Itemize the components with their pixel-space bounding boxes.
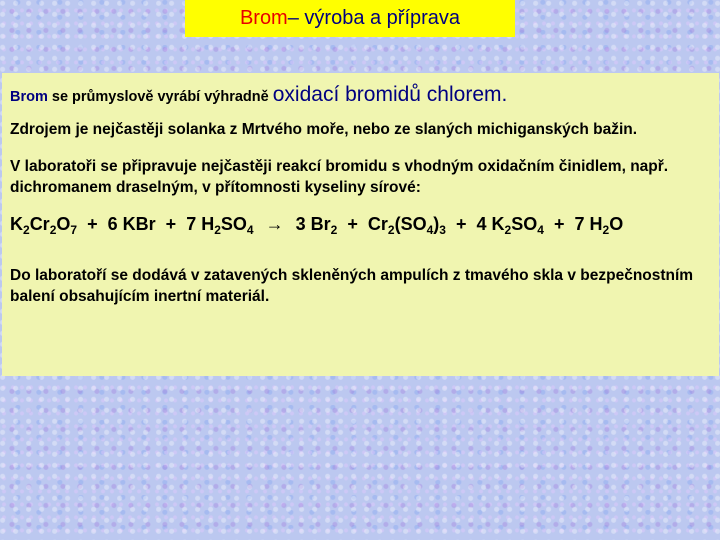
chemical-equation <box>10 214 711 235</box>
eq-o: O <box>56 214 71 234</box>
eq-kbr: 6 KBr <box>107 214 156 234</box>
eq-h2so4: 7 H <box>186 214 215 234</box>
eq-k: K <box>10 214 23 234</box>
eq-cr: Cr <box>29 214 50 234</box>
eq-h2o-sub: 2 <box>602 223 610 237</box>
intro-text: se průmyslově vyrábí výhradně <box>47 89 273 105</box>
eq-plus-5: + <box>553 214 565 234</box>
intro-end: . <box>501 83 508 106</box>
eq-k2so4-sub: 2 <box>504 223 512 237</box>
paragraph-source: Zdrojem je nejčastěji solanka z Mrtvého moře, nebo ze slaných michiganských bažin. <box>10 121 638 138</box>
eq-plus-1: + <box>87 214 98 234</box>
eq-plus-4: + <box>456 214 467 234</box>
eq-so4: (SO <box>394 214 427 234</box>
content-panel <box>2 73 719 376</box>
title-rest: – výroba a příprava <box>287 7 461 29</box>
eq-o-sub: 7 <box>70 223 78 237</box>
eq-cr2: Cr <box>367 214 388 234</box>
eq-so4-sub2: 3 <box>439 223 446 237</box>
eq-br2-sub: 2 <box>330 223 338 237</box>
paragraph-supply: Do laboratoří se dodává v zatavených skleněných ampulích z tmavého skla v bezpečnostním balení obsahujícím inertní materiál. <box>10 267 694 305</box>
eq-k2so4-sub2: 4 <box>537 223 544 237</box>
slide-title <box>185 0 515 37</box>
eq-h2so4-sub: 2 <box>214 223 221 237</box>
intro-highlight: oxidací bromidů chlorem <box>272 83 502 106</box>
eq-h2so4-rest: SO <box>220 214 247 234</box>
eq-so4-sub: 4 <box>426 223 434 237</box>
intro-brom: Brom <box>10 89 48 105</box>
intro-line <box>10 83 711 107</box>
title-brom: Brom <box>239 7 288 29</box>
paragraph-lab: V laboratoři se připravuje nejčastěji reakcí bromidu s vhodným oxidačním činidlem, např. dichromanem draselným, v přítomnosti kyseliny sírové: <box>10 158 669 196</box>
eq-plus-3: + <box>347 214 358 234</box>
eq-plus-2: + <box>165 214 177 234</box>
eq-h2o: 7 H <box>574 214 603 234</box>
eq-cr-sub: 2 <box>49 223 57 237</box>
eq-so4-close: ) <box>433 214 440 234</box>
eq-cr2-sub: 2 <box>387 223 395 237</box>
eq-arrow: → <box>265 214 284 234</box>
eq-k2so4-rest: SO <box>511 214 538 234</box>
eq-k2so4: 4 K <box>476 214 505 234</box>
eq-h2o-rest: O <box>609 214 624 234</box>
eq-h2so4-sub2: 4 <box>246 223 254 237</box>
eq-br2: 3 Br <box>295 214 331 234</box>
eq-k-sub: 2 <box>23 223 30 237</box>
